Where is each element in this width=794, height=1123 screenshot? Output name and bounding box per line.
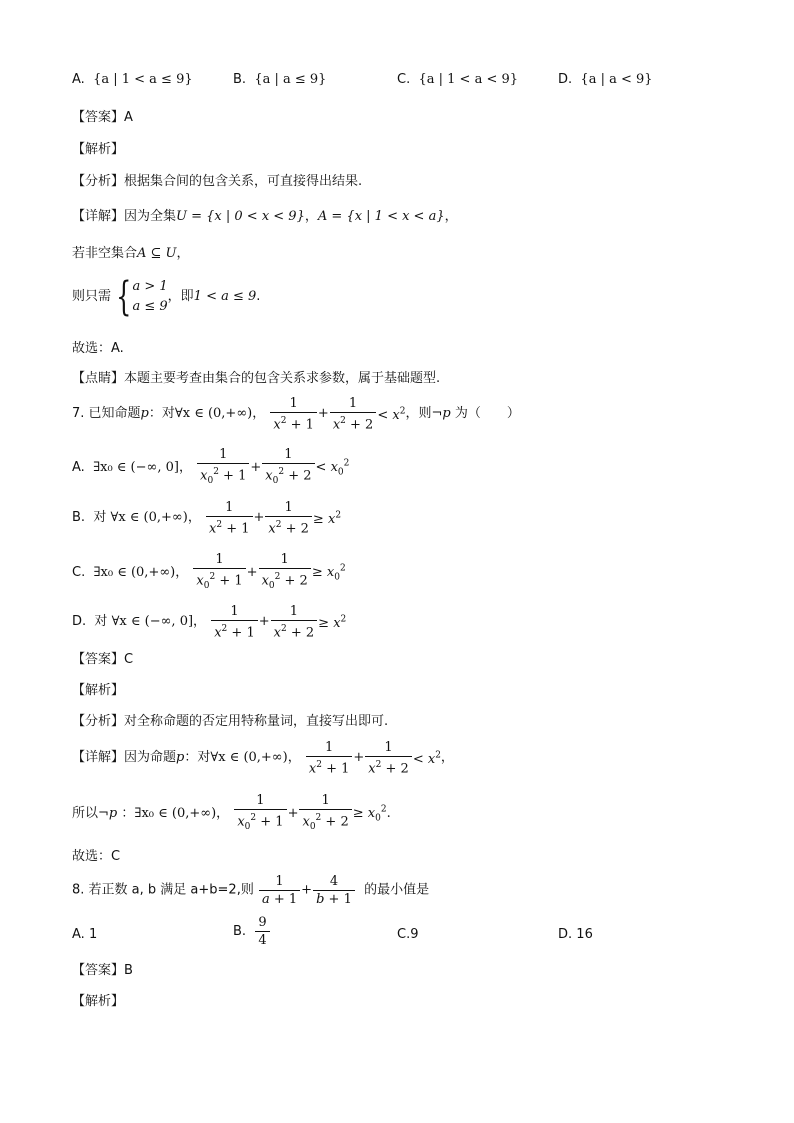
q8-option-b: B. $\frac{9}{4}$	[233, 914, 271, 949]
fraction: $\frac{1}{x_0^2 + 1}$	[234, 792, 286, 836]
q6-option-d: D. {a | a < 9}	[558, 72, 653, 87]
q6-analysis-heading: 【解析】	[72, 142, 125, 157]
q6-choose: 故选：A.	[72, 341, 124, 356]
fraction: $\frac{1}{x^2 + 2}$	[271, 603, 318, 641]
q7-option-d: D. 对 ∀x ∈ (−∞, 0]， $\frac{1}{x^2 + 1}$ + $\frac{1}{x^2 + 2}$ ≥ $x^2$	[72, 604, 347, 641]
fraction: $\frac{1}{x^2 + 1}$	[211, 603, 258, 641]
fraction: $\frac{1}{x_0^2 + 1}$	[193, 551, 245, 595]
q6-option-a: A. {a | 1 < a ≤ 9}	[72, 72, 193, 87]
fraction: $\frac{4}{b + 1}$	[313, 873, 355, 908]
fraction: $\frac{1}{x_0^2 + 2}$	[299, 792, 351, 836]
q6-option-b: B. {a | a ≤ 9}	[233, 72, 327, 87]
fraction: $\frac{1}{x^2 + 1}$	[306, 739, 353, 777]
system-brace: {	[116, 274, 132, 320]
q8-option-c: C.9	[397, 927, 419, 942]
q6-option-c: C. {a | 1 < a < 9}	[397, 72, 519, 87]
q7-answer: 【答案】C	[72, 652, 134, 667]
q6-dianjing: 【点睛】本题主要考查由集合的包含关系求参数，属于基础题型.	[72, 371, 441, 386]
q8-stem: 8. 若正数 a, b 满足 a+b=2,则 $\frac{1}{a + 1}$ + $\frac{4}{b + 1}$ 的最小值是	[72, 874, 430, 907]
fraction: $\frac{1}{x_0^2 + 2}$	[262, 446, 314, 490]
q6-fenxi: 【分析】根据集合间的包含关系，可直接得出结果.	[72, 174, 363, 189]
q7-xiangjie: 【详解】因为命题p：对∀x ∈ (0,+∞)， $\frac{1}{x^2 + 1}$ + $\frac{1}{x^2 + 2}$ < $x^2$，	[72, 740, 454, 777]
q8-answer: 【答案】B	[72, 963, 133, 978]
q7-option-c: C. ∃x₀ ∈ (0,+∞)， $\frac{1}{x_0^2 + 1}$ + $\frac{1}{x_0^2 + 2}$ ≥ $x_0^2$	[72, 551, 346, 595]
q7-conclusion: 所以¬p ：∃x₀ ∈ (0,+∞)， $\frac{1}{x_0^2 + 1}$ + $\frac{1}{x_0^2 + 2}$ ≥ $x_0^2$.	[72, 792, 391, 836]
fraction: $\frac{1}{a + 1}$	[259, 873, 300, 908]
fraction: $\frac{1}{x_0^2 + 2}$	[259, 551, 311, 595]
fraction: $\frac{1}{x^2 + 1}$	[270, 395, 317, 433]
q8-option-d: D. 16	[558, 927, 593, 942]
fraction: $\frac{1}{x^2 + 1}$	[206, 499, 253, 537]
q7-option-a: A. ∃x₀ ∈ (−∞, 0]， $\frac{1}{x_0^2 + 1}$ + $\frac{1}{x_0^2 + 2}$ < $x_0^2$	[72, 446, 349, 490]
fraction: $\frac{1}{x^2 + 2}$	[330, 395, 377, 433]
fraction: $\frac{9}{4}$	[255, 914, 269, 949]
fraction: $\frac{1}{x_0^2 + 1}$	[197, 446, 249, 490]
q8-analysis-heading: 【解析】	[72, 994, 125, 1009]
q7-choose: 故选：C	[72, 849, 121, 864]
q7-analysis-heading: 【解析】	[72, 683, 125, 698]
q6-line-system: 则只需 { a > 1 a ≤ 9 ，即1 < a ≤ 9.	[72, 274, 261, 320]
fraction: $\frac{1}{x^2 + 2}$	[265, 499, 312, 537]
inequality-system: a > 1 a ≤ 9	[132, 279, 168, 314]
q8-option-a: A. 1	[72, 927, 98, 942]
q7-option-b: B. 对 ∀x ∈ (0,+∞)， $\frac{1}{x^2 + 1}$ + $\frac{1}{x^2 + 2}$ ≥ $x^2$	[72, 500, 342, 537]
fraction: $\frac{1}{x^2 + 2}$	[365, 739, 412, 777]
q7-stem: 7. 已知命题p：对∀x ∈ (0,+∞)， $\frac{1}{x^2 + 1}$ + $\frac{1}{x^2 + 2}$ < $x^2$，则¬p 为（ ）	[72, 396, 520, 433]
q6-line-subset: 若非空集合A ⊆ U，	[72, 246, 190, 261]
q6-xiangjie: 【详解】因为全集U = {x | 0 < x < 9}，A = {x | 1 < x < a}，	[72, 209, 458, 224]
q7-fenxi: 【分析】对全称命题的否定用特称量词，直接写出即可.	[72, 714, 389, 729]
q6-answer: 【答案】A	[72, 110, 133, 125]
